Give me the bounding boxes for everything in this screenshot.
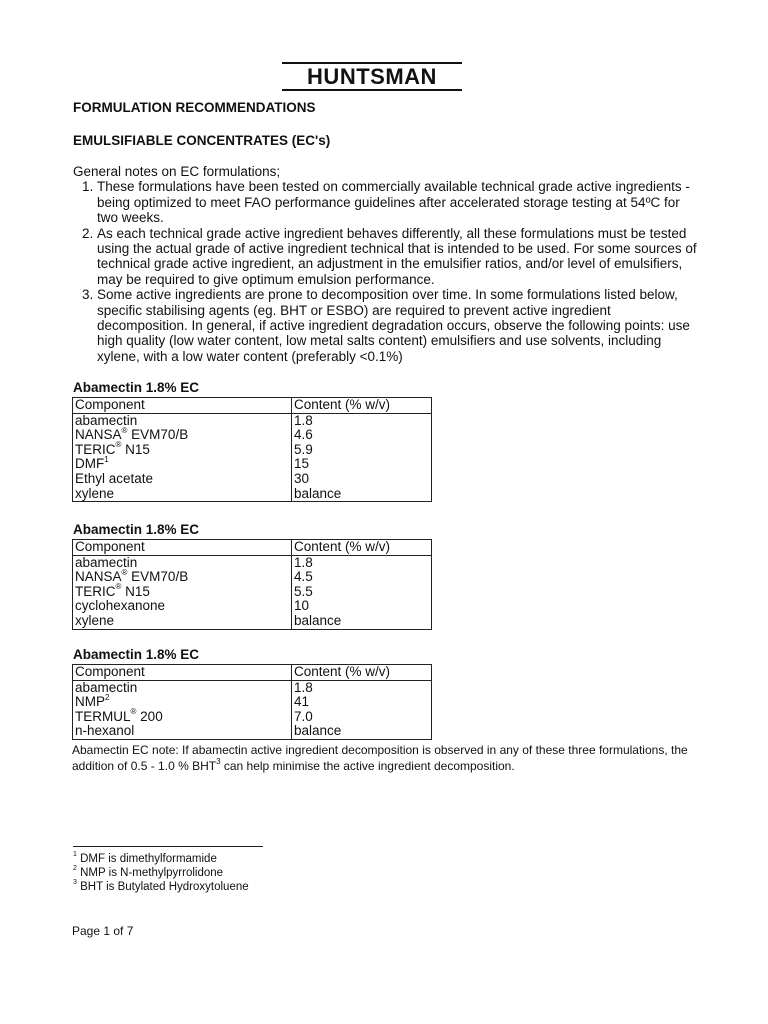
table-header-row <box>73 398 432 414</box>
recipe-table <box>72 397 432 502</box>
general-note-item: 2. As each technical grade active ingredient behaves differently, all these formulations must be tested using the actual grade of active ingredient technical that is intended to be used. For some sources of technical grade active ingredient, an adjustment in the emulsifier ratios, and/or level of emulsifiers, may be required to give optimum emulsion performance. <box>97 226 698 288</box>
component-cell: DMF$^1$ <box>73 457 292 472</box>
footnote-divider <box>73 846 263 847</box>
table-header-row <box>73 540 432 556</box>
column-header-content: Content (% w/v) <box>292 665 432 681</box>
page-number: Page 1 of 7 <box>72 924 134 938</box>
component-cell: xylene <box>73 487 292 502</box>
column-header-content: Content (% w/v) <box>292 540 432 556</box>
content-cell: balance <box>292 724 432 739</box>
component-cell: n-hexanol <box>73 724 292 739</box>
component-cell: TERIC® N15 <box>73 585 292 600</box>
recipe-title: Abamectin 1.8% EC <box>73 522 200 537</box>
table-row <box>73 428 432 443</box>
abamectin-ec-note: Abamectin EC note: If abamectin active ingredient decomposition is observed in any of these three formulations, the addition of 0.5 - 1.0 % BHT$^3$ can help minimise the active ingredient decomposition. <box>72 743 688 773</box>
content-cell: 5.9 <box>292 443 432 458</box>
general-notes-intro: General notes on EC formulations; <box>73 164 281 179</box>
content-cell: 1.8 <box>292 680 432 695</box>
recipe-title: Abamectin 1.8% EC <box>73 647 200 662</box>
component-cell: NANSA® EVM70/B <box>73 428 292 443</box>
table-row <box>73 585 432 600</box>
table-row <box>73 457 432 472</box>
recipe-table <box>72 664 432 740</box>
footnote: $^1$ DMF is dimethylformamide <box>73 851 217 865</box>
table-row <box>73 695 432 710</box>
table-row <box>73 472 432 487</box>
component-cell: abamectin <box>73 680 292 695</box>
table-row <box>73 443 432 458</box>
component-cell: cyclohexanone <box>73 599 292 614</box>
general-note-item: 3. Some active ingredients are prone to decomposition over time. In some formulations listed below, specific stabilising agents (eg. BHT or ESBO) are required to prevent active ingredient decomposition. In general, if active ingredient degradation occurs, observe the following points: use high quality (low water content, low metal salts content) emulsifiers and use solvents, including xylene, with a low water content (preferably <0.1%) <box>97 287 698 364</box>
table-row <box>73 570 432 585</box>
column-header-content: Content (% w/v) <box>292 398 432 414</box>
footnote: $^2$ NMP is N-methylpyrrolidone <box>73 865 224 879</box>
table-row <box>73 599 432 614</box>
content-cell: 15 <box>292 457 432 472</box>
column-header-component: Component <box>73 665 292 681</box>
content-cell: 7.0 <box>292 710 432 725</box>
general-notes-list <box>73 179 698 364</box>
table-row <box>73 710 432 725</box>
general-notes <box>73 164 698 364</box>
content-cell: 30 <box>292 472 432 487</box>
component-cell: abamectin <box>73 555 292 570</box>
content-cell: 1.8 <box>292 555 432 570</box>
huntsman-logo: HUNTSMAN <box>282 62 462 91</box>
general-note-item: 1. These formulations have been tested on commercially available technical grade active ingredients - being optimized to meet FAO performance guidelines after accelerated storage testing at 54ºC for two weeks. <box>97 179 698 225</box>
table-row <box>73 724 432 739</box>
table-header-row <box>73 665 432 681</box>
component-cell: xylene <box>73 614 292 629</box>
component-cell: NANSA® EVM70/B <box>73 570 292 585</box>
footnote: $^3$ BHT is Butylated Hydroxytoluene <box>73 879 249 893</box>
footnotes <box>73 852 249 894</box>
table-row <box>73 614 432 629</box>
content-cell: 4.5 <box>292 570 432 585</box>
recipe-title: Abamectin 1.8% EC <box>73 380 200 395</box>
component-cell: TERMUL® 200 <box>73 710 292 725</box>
content-cell: 4.6 <box>292 428 432 443</box>
section-heading: EMULSIFIABLE CONCENTRATES (EC's) <box>73 133 331 148</box>
table-row <box>73 680 432 695</box>
document-title: FORMULATION RECOMMENDATIONS <box>73 100 316 115</box>
content-cell: balance <box>292 614 432 629</box>
component-cell: TERIC® N15 <box>73 443 292 458</box>
content-cell: 1.8 <box>292 413 432 428</box>
component-cell: Ethyl acetate <box>73 472 292 487</box>
content-cell: 10 <box>292 599 432 614</box>
component-cell: abamectin <box>73 413 292 428</box>
recipe-table <box>72 539 432 630</box>
component-cell: NMP$^2$ <box>73 695 292 710</box>
content-cell: balance <box>292 487 432 502</box>
table-row <box>73 487 432 502</box>
column-header-component: Component <box>73 540 292 556</box>
column-header-component: Component <box>73 398 292 414</box>
content-cell: 5.5 <box>292 585 432 600</box>
content-cell: 41 <box>292 695 432 710</box>
